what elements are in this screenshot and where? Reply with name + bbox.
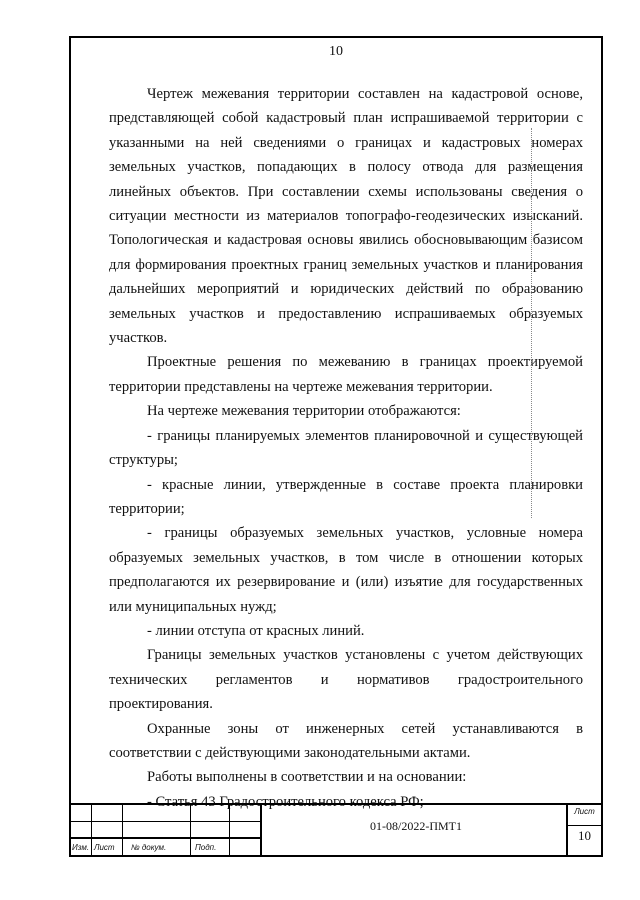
stamp-col-divider — [91, 805, 92, 855]
list-item: - красные линии, утвержденные в составе проекта планировки территории; — [109, 476, 583, 517]
page-frame — [69, 36, 603, 857]
document-body — [109, 82, 583, 814]
sheet-number: 10 — [578, 828, 591, 843]
stamp-col-divider — [122, 805, 123, 855]
list-item: - границы планируемых элементов планировочной и существующей структуры; — [109, 427, 583, 469]
title-block-stamp — [71, 803, 601, 855]
paragraph: Границы земельных участков установлены с учетом действующих технических регламентов и нормативов градостроительного проектирования. — [109, 647, 583, 713]
sheet-label: Лист — [574, 807, 595, 816]
stamp-label-signature: Подп. — [195, 843, 217, 852]
list-item: - границы образуемых земельных участков, условные номера образуемых земельных участков, в том числе в отношении которых предполагаются их резервирование и (или) изъятие для государственных или муниципальных нужд; — [109, 525, 583, 615]
document-code: 01-08/2022-ПМТ1 — [370, 819, 462, 833]
stamp-label-sheet: Лист — [94, 843, 115, 852]
stamp-label-doc-no: № докум. — [131, 843, 167, 852]
stamp-row-divider — [71, 837, 260, 839]
paragraph: Работы выполнены в соответствии и на основании: — [147, 769, 467, 786]
page-number: 10 — [329, 44, 343, 59]
stamp-label-change: Изм. — [72, 843, 90, 852]
list-item: - линии отступа от красных линий. — [147, 622, 365, 639]
stamp-col-divider — [229, 805, 230, 855]
paragraph: На чертеже межевания территории отображаются: — [147, 403, 461, 420]
list-item: - Статья 43 Градостроительного кодекса РФ; — [147, 793, 424, 810]
paragraph: Проектные решения по межеванию в границах проектируемой территории представлены на чертеже межевания территории. — [109, 354, 583, 395]
stamp-sheet-divider — [568, 825, 601, 826]
stamp-col-divider — [190, 805, 191, 855]
stamp-row-divider — [71, 821, 260, 822]
paragraph: Охранные зоны от инженерных сетей устанавливаются в соответствии с действующими законодательными актами. — [109, 720, 583, 761]
paragraph: Чертеж межевания территории составлен на кадастровой основе, представляющей собой кадастровый план испрашиваемой территории с указанными на ней сведениями о границах и кадастровых номерах земельных участков, попадающих в полосу отвода для размещения линейных объектов. При составлении схемы использованы сведения о ситуации местности из материалов топографо-геодезических изысканий. Топологическая и кадастровая основы явились обосновывающим базисом для формирования проектных границ земельных участков и планирования дальнейших мероприятий и юридических действий по образованию земельных участков и предоставлению испрашиваемых образуемых участков. — [109, 86, 583, 347]
scan-artifact-line — [531, 128, 532, 518]
